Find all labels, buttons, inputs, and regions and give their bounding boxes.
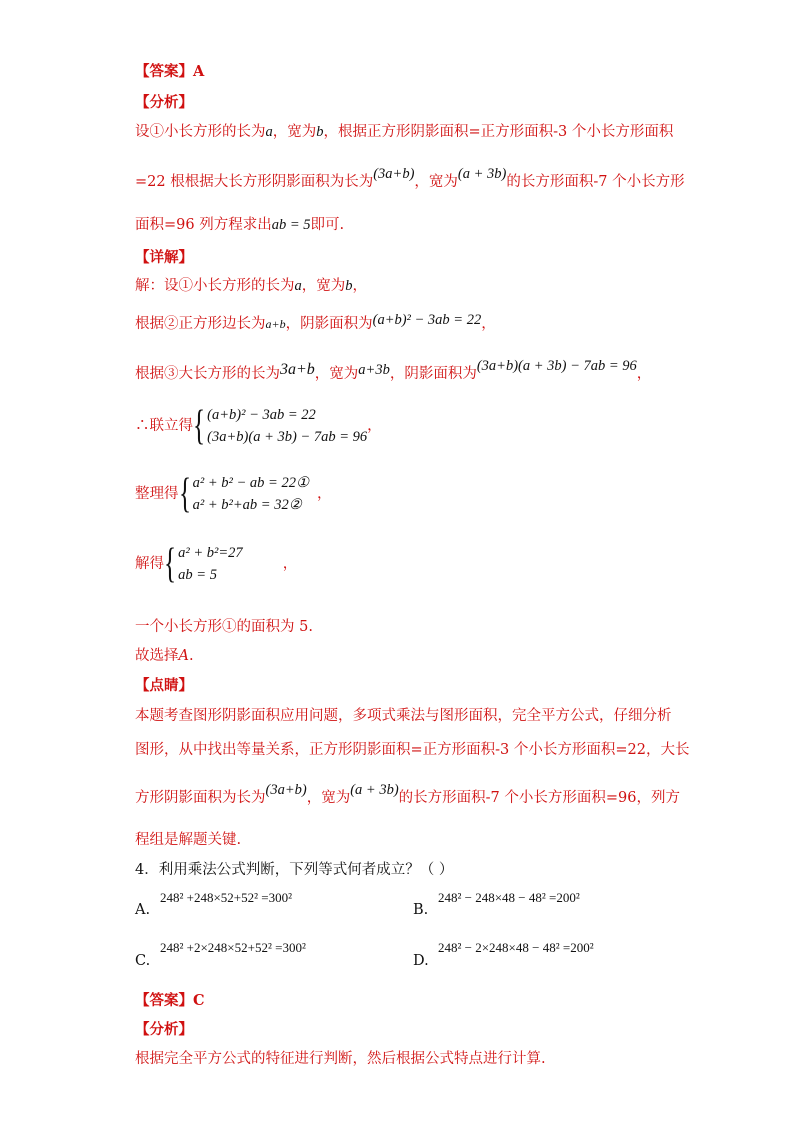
analysis-heading: 【分析】 [135, 94, 193, 111]
math-a-plus-b: a+b [265, 317, 286, 331]
text: ，宽为 [314, 366, 359, 382]
analysis-line-1 [135, 122, 673, 142]
text: ，宽为 [301, 278, 346, 294]
system-2 [193, 472, 309, 516]
text: ，宽为 [306, 790, 351, 806]
sys-row: ab = 5 [178, 567, 217, 583]
sys-row: a² + b²=27 [178, 545, 243, 561]
brace: { [164, 541, 177, 587]
point-line-2: 图形，从中找出等量关系，正方形阴影面积=正方形面积-3 个小长方形面积=22，大长 [135, 742, 690, 758]
detail-line-1 [135, 276, 367, 296]
text: ∴联立得 [135, 418, 193, 434]
option-b-label: B. [413, 902, 429, 918]
math-ab5: ab = 5 [271, 217, 311, 233]
text: ，阴影面积为 [389, 366, 477, 382]
math-eq1: (a+b)² − 3ab = 22 [372, 312, 482, 328]
option-a-label: A. [135, 902, 151, 918]
text: 故选择 [135, 648, 179, 664]
text: ，宽为 [272, 124, 317, 140]
text: 的长方形面积-7 个小长方形 [506, 174, 685, 190]
text: 根据②正方形边长为 [135, 316, 266, 332]
detail-line-4 [135, 404, 382, 448]
math-a-3b: (a + 3b) [350, 782, 399, 798]
math-b: b [316, 124, 324, 140]
analysis-line-2 [135, 166, 685, 192]
sys-row: (3a+b)(a + 3b) − 7ab = 96 [207, 429, 368, 445]
analysis-heading-2: 【分析】 [135, 1021, 193, 1038]
text: 的长方形面积-7 个小长方形面积=96，列方 [398, 790, 680, 806]
option-b: 248² − 248×48 − 48² =200² [438, 890, 580, 905]
detail-line-3 [135, 358, 652, 384]
text: ，宽为 [414, 174, 458, 190]
brace: { [193, 403, 206, 449]
detail-line-2 [135, 314, 496, 334]
point-line-4: 程组是解题关键. [135, 832, 242, 848]
math-eq2: (3a+b)(a + 3b) − 7ab = 96 [476, 358, 637, 374]
text: 解得 [135, 556, 164, 572]
text: ， [481, 316, 496, 332]
system-3 [178, 542, 243, 586]
analysis-line-3 [135, 215, 344, 235]
option-d: 248² − 2×248×48 − 48² =200² [438, 940, 594, 955]
text: 整理得 [135, 486, 179, 502]
text: ，阴影面积为 [285, 316, 373, 332]
answer-label: 【答案】A [135, 63, 205, 80]
text: 解：设①小长方形的长为 [135, 278, 295, 294]
text: ， [316, 486, 332, 502]
math-a-3b: a+3b [358, 362, 390, 378]
text: 即可. [310, 217, 345, 233]
sys-row: (a+b)² − 3ab = 22 [207, 407, 316, 423]
math-3a-b: 3a+b [280, 361, 315, 378]
sys-row: a² + b² − ab = 22① [192, 475, 309, 491]
text: 根据③大长方形的长为 [135, 366, 280, 382]
detail-heading: 【详解】 [135, 249, 193, 266]
text: ， [352, 278, 367, 294]
text: ，根据正方形阴影面积=正方形面积-3 个小长方形面积 [323, 124, 674, 140]
math-3a-b: (3a+b) [373, 166, 415, 182]
question-4-stem: 4．利用乘法公式判断，下列等式何者成立？（ ） [135, 862, 454, 878]
sys-row: a² + b²+ab = 32② [192, 497, 302, 513]
option-c: 248² +2×248×52+52² =300² [160, 940, 306, 955]
math-a: a [294, 278, 302, 294]
detail-line-5 [135, 472, 331, 516]
math-a: a [265, 124, 273, 140]
text: 方形阴影面积为长为 [135, 790, 266, 806]
system-1 [207, 404, 367, 448]
text: 面积=96 列方程求出 [135, 217, 272, 233]
text: A [178, 648, 189, 664]
answer-label-2: 【答案】C [135, 992, 205, 1009]
option-d-label: D. [413, 953, 429, 969]
option-a: 248² +248×52+52² =300² [160, 890, 293, 905]
detail-line-8 [135, 646, 194, 666]
math-3a-b: (3a+b) [265, 782, 307, 798]
math-b: b [345, 278, 353, 294]
text: =22 根根据大长方形阴影面积为长为 [135, 174, 374, 190]
text: ， [636, 366, 652, 382]
math-a-3b: (a + 3b) [457, 166, 507, 182]
text: 设①小长方形的长为 [135, 124, 266, 140]
detail-line-7: 一个小长方形①的面积为 5. [135, 619, 313, 635]
detail-line-6 [135, 542, 297, 586]
point-heading: 【点睛】 [135, 677, 193, 694]
option-c-label: C. [135, 953, 151, 969]
analysis-2-text: 根据完全平方公式的特征进行判断，然后根据公式特点进行计算. [135, 1051, 546, 1067]
brace: { [178, 471, 191, 517]
point-line-3 [135, 782, 680, 808]
text: ， [367, 418, 382, 434]
text: . [188, 648, 194, 664]
text: ， [282, 556, 298, 572]
point-line-1: 本题考查图形阴影面积应用问题，多项式乘法与图形面积，完全平方公式，仔细分析 [135, 708, 672, 724]
